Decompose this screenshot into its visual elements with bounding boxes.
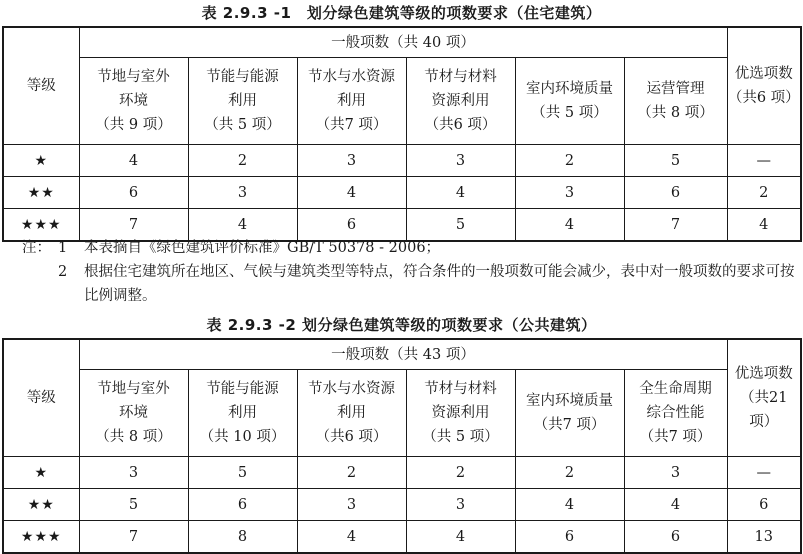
- grade-cell: ★★: [3, 489, 79, 521]
- table2-col-header: 全生命周期 综合性能 （共7 项）: [624, 370, 727, 457]
- table1-col-header: 节水与水资源 利用 （共7 项）: [297, 58, 406, 145]
- optional-cell: —: [727, 457, 801, 489]
- value-cell: 3: [406, 145, 515, 177]
- note-text: 本表摘自《绿色建筑评价标准》GB/T 50378 - 2006；: [84, 240, 441, 256]
- value-cell: 4: [406, 521, 515, 554]
- value-cell: 4: [515, 209, 624, 242]
- notes-label: 注：: [22, 240, 51, 256]
- note-item: [22, 260, 797, 308]
- optional-cell: 13: [727, 521, 801, 554]
- table2-optional-header: 优选项数 （共21 项）: [727, 339, 801, 457]
- optional-cell: 6: [727, 489, 801, 521]
- value-cell: 4: [188, 209, 297, 242]
- value-cell: 4: [406, 177, 515, 209]
- value-cell: 6: [188, 489, 297, 521]
- value-cell: 5: [188, 457, 297, 489]
- optional-cell: 2: [727, 177, 801, 209]
- table1-optional-header: 优选项数 （共6 项）: [727, 27, 801, 145]
- value-cell: 6: [79, 177, 188, 209]
- value-cell: 6: [624, 521, 727, 554]
- table2-general-header: 一般项数（共 43 项）: [79, 339, 727, 370]
- table-row: [3, 457, 801, 489]
- value-cell: 8: [188, 521, 297, 554]
- optional-cell: —: [727, 145, 801, 177]
- value-cell: 5: [624, 145, 727, 177]
- grade-cell: ★★★: [3, 209, 79, 242]
- value-cell: 2: [515, 457, 624, 489]
- value-cell: 3: [297, 489, 406, 521]
- table2-caption: 表 2.9.3 -2 划分绿色建筑等级的项数要求（公共建筑）: [206, 316, 597, 334]
- table1-caption: 表 2.9.3 -1 划分绿色建筑等级的项数要求（住宅建筑）: [201, 4, 602, 22]
- note-text: 根据住宅建筑所在地区、气候与建筑类型等特点，符合条件的一般项数可能会减少，表中对一般项数的要求可按比例调整。: [84, 264, 795, 304]
- value-cell: 7: [79, 521, 188, 554]
- value-cell: 3: [79, 457, 188, 489]
- value-cell: 4: [297, 177, 406, 209]
- value-cell: 2: [297, 457, 406, 489]
- value-cell: 6: [297, 209, 406, 242]
- grade-cell: ★★★: [3, 521, 79, 554]
- value-cell: 3: [188, 177, 297, 209]
- table2-col-header: 节材与材料 资源利用 （共 5 项）: [406, 370, 515, 457]
- value-cell: 3: [515, 177, 624, 209]
- value-cell: 4: [79, 145, 188, 177]
- table1-col-header: 节能与能源 利用 （共 5 项）: [188, 58, 297, 145]
- table-notes: [22, 236, 797, 308]
- grade-cell: ★: [3, 145, 79, 177]
- table1: [2, 26, 802, 242]
- value-cell: 7: [79, 209, 188, 242]
- table1-col-header: 节材与材料 资源利用 （共6 项）: [406, 58, 515, 145]
- optional-cell: 4: [727, 209, 801, 242]
- value-cell: 7: [624, 209, 727, 242]
- value-cell: 6: [624, 177, 727, 209]
- table-row: [3, 521, 801, 554]
- value-cell: 2: [515, 145, 624, 177]
- note-item: [22, 236, 797, 260]
- grade-cell: ★★: [3, 177, 79, 209]
- table2-col-header: 节地与室外 环境 （共 8 项）: [79, 370, 188, 457]
- table2-col-header: 室内环境质量 （共7 项）: [515, 370, 624, 457]
- table1-grade-header: 等级: [3, 27, 79, 145]
- table2: [2, 338, 802, 554]
- value-cell: 5: [79, 489, 188, 521]
- table1-col-header: 节地与室外 环境 （共 9 项）: [79, 58, 188, 145]
- value-cell: 5: [406, 209, 515, 242]
- value-cell: 3: [624, 457, 727, 489]
- value-cell: 3: [297, 145, 406, 177]
- table1-col-header: 室内环境质量 （共 5 项）: [515, 58, 624, 145]
- table2-col-header: 节水与水资源 利用 （共6 项）: [297, 370, 406, 457]
- table2-grade-header: 等级: [3, 339, 79, 457]
- table-row: [3, 489, 801, 521]
- table-row: [3, 145, 801, 177]
- table1-general-header: 一般项数（共 40 项）: [79, 27, 727, 58]
- value-cell: 4: [624, 489, 727, 521]
- value-cell: 2: [188, 145, 297, 177]
- note-number: 2: [58, 264, 68, 280]
- grade-cell: ★: [3, 457, 79, 489]
- table-row: [3, 177, 801, 209]
- note-number: 1: [58, 240, 68, 256]
- value-cell: 6: [515, 521, 624, 554]
- table1-col-header: 运营管理 （共 8 项）: [624, 58, 727, 145]
- value-cell: 3: [406, 489, 515, 521]
- value-cell: 4: [297, 521, 406, 554]
- table2-col-header: 节能与能源 利用 （共 10 项）: [188, 370, 297, 457]
- value-cell: 4: [515, 489, 624, 521]
- value-cell: 2: [406, 457, 515, 489]
